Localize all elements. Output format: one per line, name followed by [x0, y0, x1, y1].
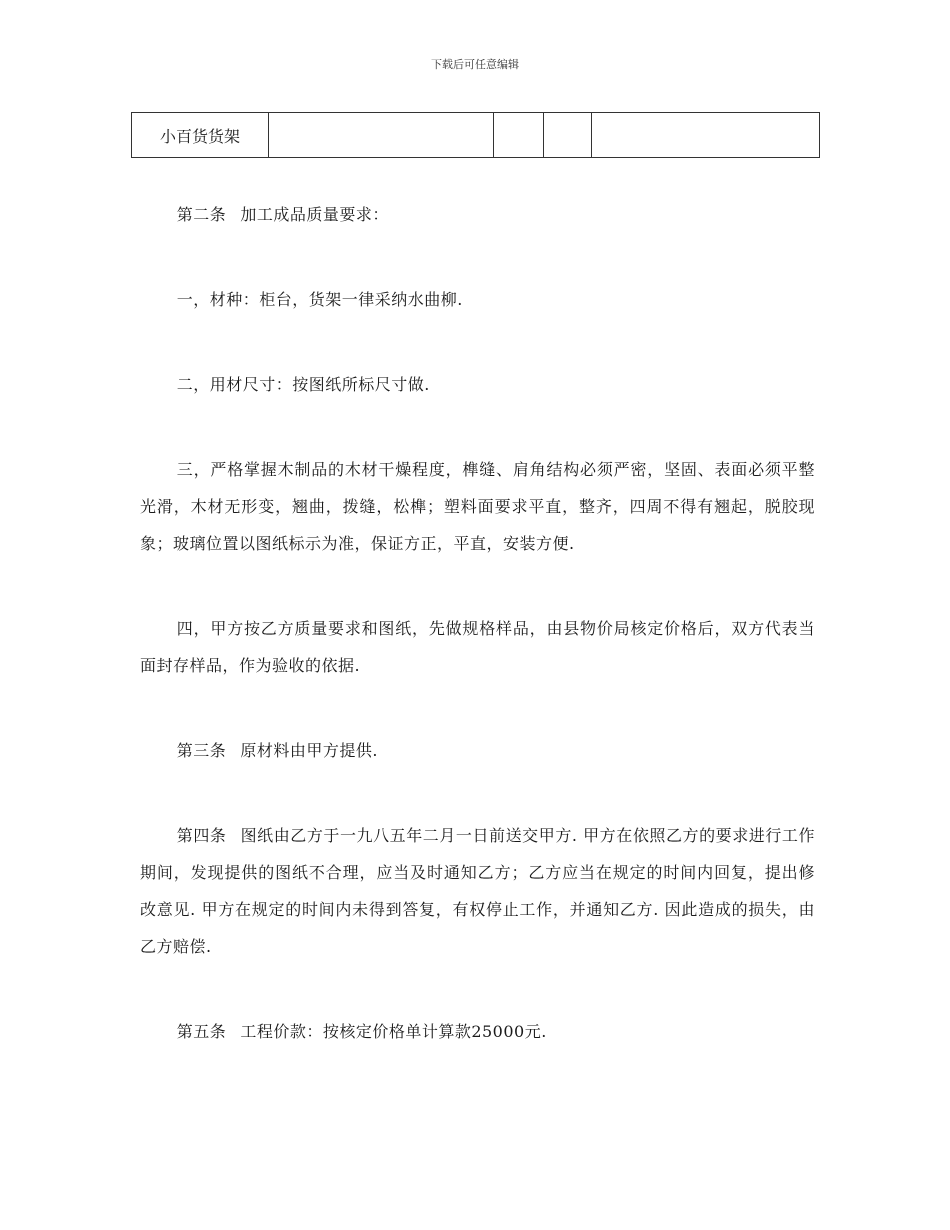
table-cell	[592, 113, 820, 158]
table-cell	[494, 113, 544, 158]
clause-3-quality	[140, 451, 815, 562]
table-cell	[544, 113, 592, 158]
clause-4-sample	[140, 610, 815, 684]
clause-text: 一，材种：柜台，货架一律采纳水曲柳.	[176, 290, 463, 309]
clause-text: 二，用材尺寸：按图纸所标尺寸做.	[176, 375, 430, 394]
clause-1-material	[140, 281, 815, 318]
article-text: 图纸由乙方于一九八五年二月一日前送交甲方. 甲方在依照乙方的要求进行工作期间，发现提供的图纸不合理，应当及时通知乙方；乙方应当在规定的时间内回复，提出修改意见. 甲方在规定的时间内未得到答复，有权停止工作，并通知乙方. 因此造成的损失，由乙方赔偿.	[140, 826, 815, 956]
table-cell-item-name: 小百货货架	[132, 113, 269, 158]
goods-table	[131, 112, 820, 158]
article-text: 工程价款：按核定价格单计算款25000元.	[240, 1022, 547, 1041]
article-2-heading	[140, 196, 815, 233]
article-text: 原材料由甲方提供.	[240, 741, 378, 760]
clause-2-dimensions	[140, 366, 815, 403]
article-text: 加工成品质量要求：	[240, 205, 389, 224]
table-cell	[269, 113, 494, 158]
article-label: 第五条	[176, 1022, 227, 1041]
article-label: 第四条	[176, 826, 227, 845]
article-4	[140, 817, 815, 965]
article-label: 第三条	[176, 741, 227, 760]
article-5	[140, 1013, 815, 1050]
table-row	[132, 113, 820, 158]
clause-text: 四，甲方按乙方质量要求和图纸，先做规格样品，由县物价局核定价格后，双方代表当面封存样品，作为验收的依据.	[140, 619, 815, 675]
page-header-note: 下载后可任意编辑	[431, 58, 519, 71]
clause-text: 三，严格掌握木制品的木材干燥程度，榫缝、肩角结构必须严密，坚固、表面必须平整光滑，木材无形变，翘曲，拨缝，松榫；塑料面要求平直，整齐，四周不得有翘起，脱胶现象；玻璃位置以图纸标示为准，保证方正，平直，安装方便.	[140, 460, 815, 553]
article-label: 第二条	[176, 205, 227, 224]
article-3	[140, 732, 815, 769]
contract-body	[140, 196, 815, 1098]
